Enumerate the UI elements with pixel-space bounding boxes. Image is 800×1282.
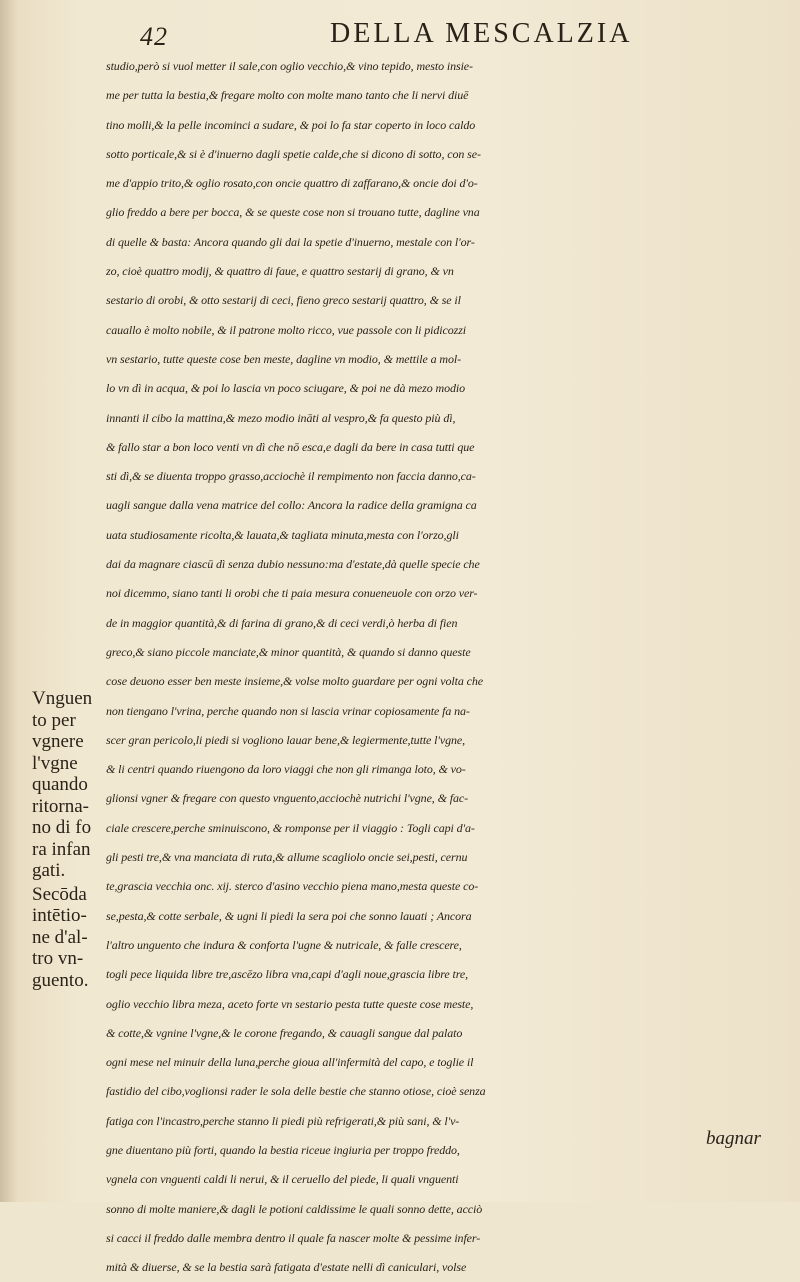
- margin-note-seconda-intentione: Secōda intētio- ne d'al- tro vn- guento.: [32, 883, 89, 991]
- text-line: scer gran pericolo,li piedi si vogliono lauar bene,& legiermente,tutte l'vgne,: [106, 732, 466, 747]
- text-line: di quelle & basta: Ancora quando gli dai la spetie d'inuerno, mestale con l'or-: [106, 234, 475, 249]
- text-line: sti dì,& se diuenta troppo grasso,acciochè il rempimento non faccia danno,ca-: [106, 469, 476, 484]
- text-line: me per tutta la bestia,& fregare molto con molte mano tanto che li nervi diuē: [106, 88, 469, 103]
- text-line: vn sestario, tutte queste cose ben meste, dagline vn modio, & mettile a mol-: [106, 351, 461, 366]
- text-line: oglio vecchio libra meza, aceto forte vn sestario pesta tutte queste cose meste,: [106, 996, 474, 1011]
- text-line: l'altro unguento che indura & conforta l'ugne & nutricale, & falle crescere,: [106, 937, 462, 952]
- text-line: gne diuentano più forti, quando la bestia riceue ingiuria per troppo freddo,: [106, 1142, 460, 1157]
- text-line: glionsi vgner & fregare con questo vnguento,acciochè nutrichi l'vgne, & fac-: [106, 791, 468, 806]
- margin-notes: [32, 688, 106, 993]
- text-line: innanti il cibo la mattina,& mezo modio ināti al vespro,& fa questo più dì,: [106, 410, 456, 425]
- text-line: sestario di orobi, & otto sestarij di ceci, fieno greco sestarij quattro, & se il: [106, 293, 461, 308]
- text-line: cose deuono esser ben meste insieme,& volse molto guardare per ogni volta che: [106, 674, 483, 689]
- text-line: fastidio del cibo,voglionsi rader le sola delle bestie che stanno otiose, cioè senza: [106, 1084, 486, 1099]
- text-line: gli pesti tre,& vna manciata di ruta,& allume scagliolo oncie sei,pesti, cernu: [106, 850, 468, 865]
- page-header: [0, 14, 800, 54]
- text-line: studio,però si vuol metter il sale,con oglio vecchio,& vino tepido, mesto insie-: [106, 59, 473, 73]
- text-line: noi dicemmo, siano tanti li orobi che ti paia mesura conueneuole con orzo ver-: [106, 586, 478, 601]
- text-line: si cacci il freddo dalle membra dentro il quale fa nascer molte & pessime infer-: [106, 1230, 481, 1245]
- text-line: dai da magnare ciascū dì senza dubio nessuno:ma d'estate,dà quelle specie che: [106, 557, 480, 572]
- text-line: glio freddo a bere per bocca, & se queste cose non si trouano tutte, dagline vna: [106, 205, 480, 220]
- text-line: se,pesta,& cotte serbale, & ugni li piedi la sera poi che sonno lauati ; Ancora: [106, 908, 472, 923]
- text-line: sonno di molte maniere,& dagli le potioni caldissime le quali sonno dette, acciò: [106, 1201, 483, 1216]
- text-line: de in maggior quantità,& di farina di grano,& di ceci verdi,ò herba di fien: [106, 615, 458, 630]
- text-line: togli pece liquida libre tre,ascēzo libra vna,capi d'agli noue,grascia libre tre,: [106, 967, 468, 982]
- text-line: greco,& siano piccole manciate,& minor quantità, & quando si danno queste: [106, 644, 471, 659]
- text-line: me d'appio trito,& oglio rosato,con oncie quattro di zaffarano,& oncie doi d'o-: [106, 176, 478, 191]
- text-line: fatiga con l'incastro,perche stanno li piedi più refrigerati,& più sani, & l'v-: [106, 1113, 460, 1128]
- body-text: [106, 52, 796, 1282]
- text-line: ciale crescere,perche sminuiscono, & romponse per il viaggio : Togli capi d'a-: [106, 820, 475, 835]
- text-line: mità & diuerse, & se la bestia sarà fatigata d'estate nelli dì caniculari, volse: [106, 1260, 467, 1275]
- text-line: ogni mese nel minuir della luna,perche gioua all'infermità del capo, e toglie il: [106, 1055, 474, 1070]
- text-line: vgnela con vnguenti caldi li nerui, & il ceruello del piede, li quali vnguenti: [106, 1172, 459, 1187]
- text-line: zo, cioè quattro modij, & quattro di faue, e quattro sestarij di grano, & vn: [106, 264, 454, 279]
- text-line: & cotte,& vgnine l'vgne,& le corone fregando, & cauagli sangue dal palato: [106, 1025, 463, 1040]
- text-line: tino molli,& la pelle incominci a sudare, & poi lo fa star coperto in loco caldo: [106, 117, 476, 132]
- text-line: & fallo star a bon loco venti vn dì che nō esca,e dagli da bere in casa tutti que: [106, 439, 475, 454]
- text-line: uagli sangue dalla vena matrice del collo: Ancora la radice della gramigna ca: [106, 498, 477, 513]
- margin-note-unguento: Vnguen to per vgnere l'vgne quando ritorna- no di fo ra infan gati.: [32, 688, 93, 881]
- text-line: uata studiosamente ricolta,& lauata,& tagliata minuta,mesta con l'orzo,gli: [106, 527, 459, 542]
- gutter-shadow: [0, 0, 18, 1202]
- catchword: bagnar: [706, 1128, 761, 1149]
- text-line: & li centri quando riuengono da loro viaggi che non gli rimanga loto, & vo-: [106, 762, 466, 777]
- running-title: DELLA MESCALZIA: [330, 18, 633, 49]
- text-line: cauallo è molto nobile, & il patrone molto ricco, vue passole con li pidicozzi: [106, 322, 467, 337]
- text-line: te,grascia vecchia onc. xij. sterco d'asino vecchio piena mano,mesta queste co-: [106, 879, 479, 894]
- page-number: 42: [140, 22, 168, 51]
- text-line: non tiengano l'vrina, perche quando non si lascia vrinar copiosamente fa na-: [106, 703, 470, 718]
- text-line: lo vn dì in acqua, & poi lo lascia vn poco sciugare, & poi ne dà mezo modio: [106, 381, 466, 396]
- text-line: sotto porticale,& si è d'inuerno dagli spetie calde,che si dicono di sotto, con se-: [106, 146, 481, 161]
